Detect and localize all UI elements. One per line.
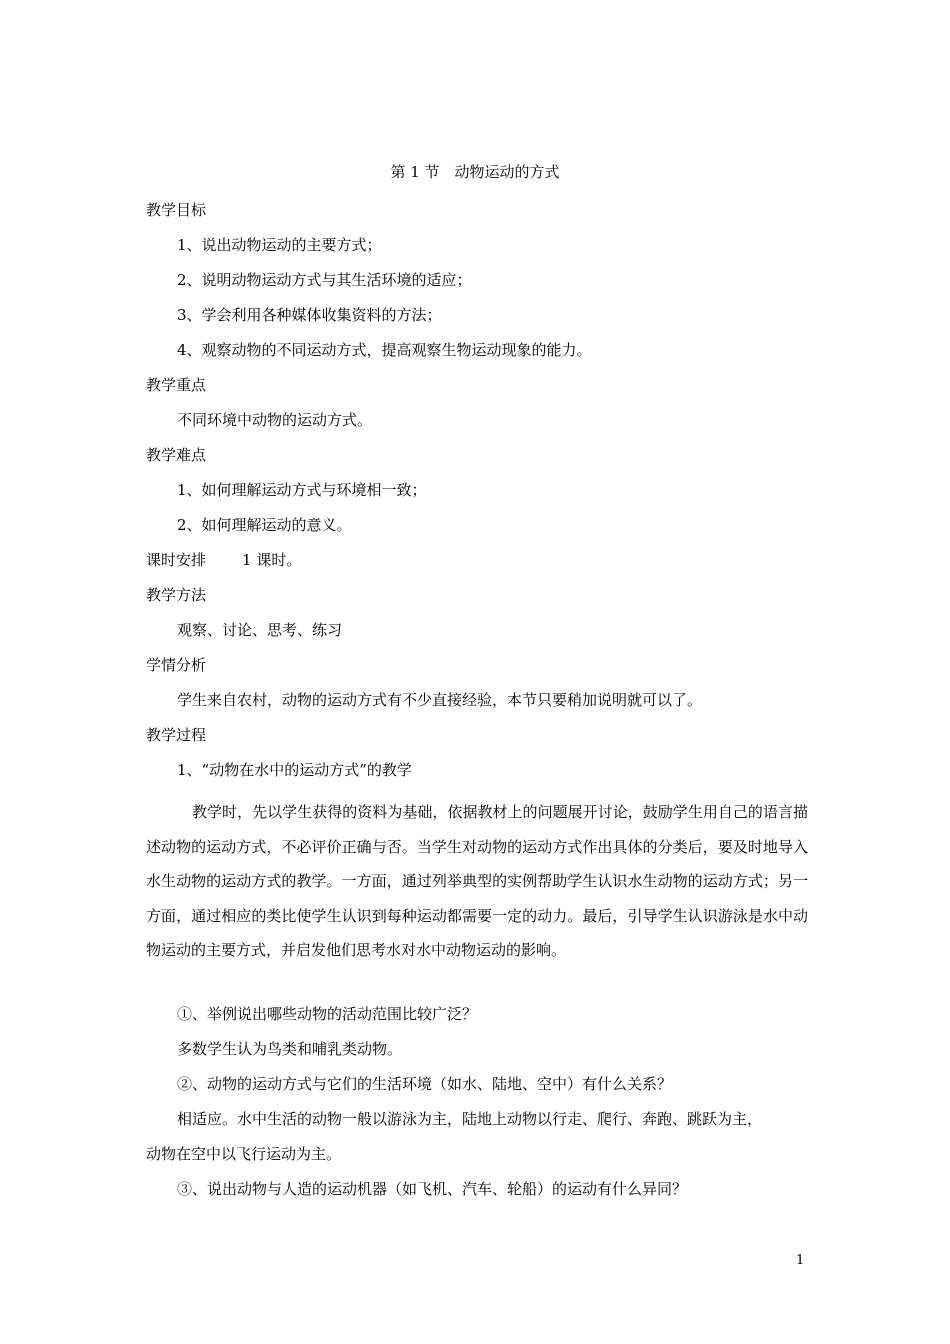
difficulty-item: 2、如何理解运动的意义。	[177, 516, 352, 534]
process-heading: 教学过程	[146, 726, 207, 744]
answer-2-continued: 动物在空中以飞行运动为主。	[146, 1145, 342, 1163]
key-points-text: 不同环境中动物的运动方式。	[177, 411, 373, 429]
process-paragraph: 教学时，先以学生获得的资料为基础，依据教材上的问题展开讨论，鼓励学生用自己的语言描述动物的运动方式，不必评价正确与否。当学生对动物的运动方式作出具体的分类后，要及时地导入水生动物的运动方式的教学。一方面，通过列举典型的实例帮助学生认识水生动物的运动方式；另一方面，通过相应的类比使学生认识到每种运动都需要一定的动力。最后，引导学生认识游泳是水中动物运动的主要方式，并启发他们思考水对水中动物运动的影响。	[146, 803, 808, 960]
methods-text: 观察、讨论、思考、练习	[177, 621, 343, 639]
goal-item: 4、观察动物的不同运动方式，提高观察生物运动现象的能力。	[177, 341, 592, 359]
goals-heading: 教学目标	[146, 201, 207, 219]
methods-heading: 教学方法	[146, 586, 207, 604]
difficulties-heading: 教学难点	[146, 446, 207, 464]
analysis-heading: 学情分析	[146, 656, 207, 674]
question-2: ②、动物的运动方式与它们的生活环境（如水、陆地、空中）有什么关系？	[177, 1075, 673, 1093]
question-3: ③、说出动物与人造的运动机器（如飞机、汽车、轮船）的运动有什么异同？	[177, 1180, 688, 1198]
process-section-title: 1、“动物在水中的运动方式”的教学	[177, 761, 412, 779]
key-points-heading: 教学重点	[146, 376, 207, 394]
schedule-heading: 课时安排	[146, 551, 207, 569]
answer-2: 相适应。水中生活的动物一般以游泳为主，陆地上动物以行走、爬行、奔跑、跳跃为主，	[177, 1110, 763, 1128]
schedule-value: 1 课时。	[242, 551, 302, 569]
goal-item: 1、说出动物运动的主要方式；	[177, 236, 382, 254]
goal-item: 3、学会利用各种媒体收集资料的方法；	[177, 306, 442, 324]
page-number: 1	[796, 1253, 805, 1268]
analysis-text: 学生来自农村，动物的运动方式有不少直接经验，本节只要稍加说明就可以了。	[177, 691, 703, 709]
difficulty-item: 1、如何理解运动方式与环境相一致；	[177, 481, 427, 499]
question-1: ①、举例说出哪些动物的活动范围比较广泛？	[177, 1005, 478, 1023]
answer-1: 多数学生认为鸟类和哺乳类动物。	[177, 1040, 403, 1058]
goal-item: 2、说明动物运动方式与其生活环境的适应；	[177, 271, 472, 289]
page-title: 第 1 节 动物运动的方式	[390, 163, 560, 181]
schedule-line	[146, 549, 301, 571]
